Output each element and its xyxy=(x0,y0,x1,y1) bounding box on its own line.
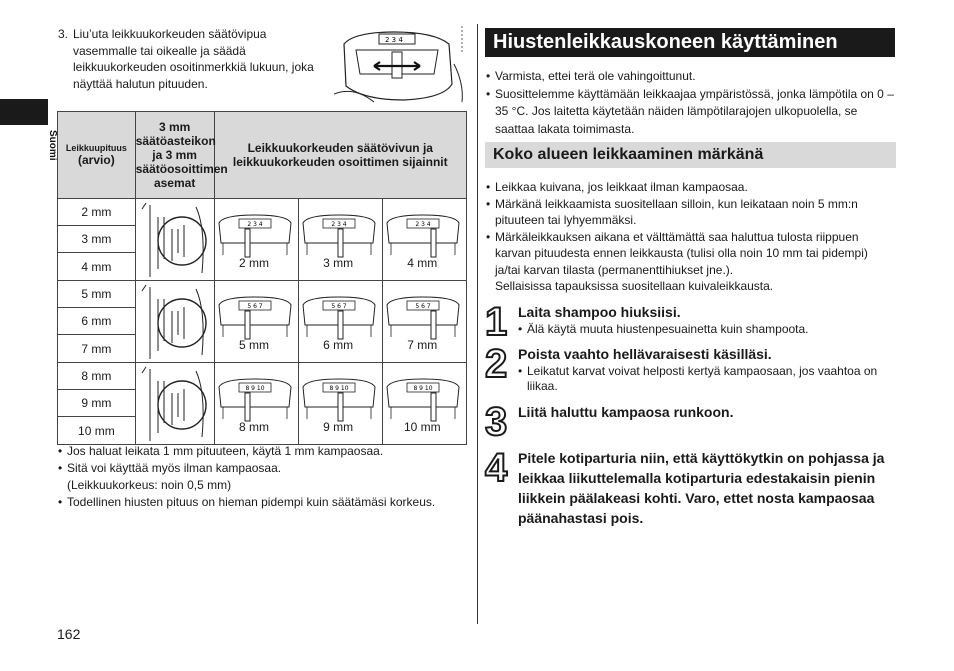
dial-label: 4 mm xyxy=(407,256,438,270)
lever-position-dial xyxy=(298,281,382,363)
attachment-illustration xyxy=(135,281,214,363)
lever-position-dial xyxy=(214,281,298,363)
svg-text:5 6 7: 5 6 7 xyxy=(415,303,431,310)
intro-bullet-2: • Suosittelemme käyttämään leikkaajaa ympäristössä, jonka lämpötila on 0 – 35 °C. Jos laitetta käytetään näiden lämpötilarajojen ulkopuolella, se saattaa lakata toimimasta. xyxy=(486,86,896,139)
step-4 xyxy=(485,448,897,528)
length-cell: 3 mm xyxy=(58,226,136,253)
step-1-note: • Älä käytä muuta hiustenpesuainetta kuin shampoota. xyxy=(518,322,897,337)
sub-bullet-2: • Märkänä leikkaamista suositellaan silloin, kun leikataan noin 5 mm:n pituuteen tai lyhyemmäksi. xyxy=(486,196,896,229)
step-2 xyxy=(485,344,897,394)
lever-position-dial xyxy=(298,199,382,281)
section-title: Hiustenleikkauskoneen käyttäminen xyxy=(485,28,895,57)
language-tab-label: Suomi xyxy=(47,130,58,161)
header-position: Leikkuukorkeuden säätövivun ja leikkuukorkeuden osoittimen sijainnit xyxy=(214,112,466,199)
header-length xyxy=(58,112,136,199)
step-1-number: 1 xyxy=(485,300,508,344)
step-3 xyxy=(485,400,897,444)
dial-label: 10 mm xyxy=(403,420,441,434)
header-length-sub: (arvio) xyxy=(78,153,115,167)
note-no-comb: • Sitä voi käyttää myös ilman kampaosaa. xyxy=(58,460,468,477)
length-cell: 9 mm xyxy=(58,390,136,417)
lever-illustration xyxy=(334,24,467,104)
length-cell: 4 mm xyxy=(58,253,136,281)
header-length-label: Leikkuupituus xyxy=(65,143,127,153)
dial-label: 3 mm xyxy=(323,256,354,270)
dial-label: 7 mm xyxy=(407,338,438,352)
step-4-number: 4 xyxy=(485,446,508,490)
svg-text:5 6 7: 5 6 7 xyxy=(246,303,263,310)
note-actual-length: • Todellinen hiusten pituus on hieman pidempi kuin säätämäsi korkeus. xyxy=(58,494,468,511)
dial-label: 8 mm xyxy=(239,420,270,434)
sub-bullet-3: • Märkäleikkauksen aikana et välttämättä saa haluttua tulosta riippuen karvan pituudesta ennen leikkausta (tulisi olla noin 10 mm tai pidempi) ja/tai karvan tilasta (permanenttihiukset jne.). xyxy=(486,229,896,279)
step-4-heading: Pitele kotiparturia niin, että käyttökytkin on pohjassa ja leikkaa liikuttelemalla kotiparturia edestakaisin pienin liikkein päälakeasi kohti. Varo, ettet nosta kampaosaa päänahastasi pois. xyxy=(518,450,885,526)
length-cell: 6 mm xyxy=(58,308,136,335)
step-2-heading: Poista vaahto hellävaraisesti käsilläsi. xyxy=(518,346,772,362)
step-2-number: 2 xyxy=(485,342,508,386)
step-3-heading: Liitä haluttu kampaosa runkoon. xyxy=(518,404,734,420)
svg-text:5 6 7: 5 6 7 xyxy=(331,303,347,310)
step3-instruction xyxy=(58,26,333,92)
intro-bullet-1: • Varmista, ettei terä ole vahingoittunut. xyxy=(486,68,896,86)
subsection-title: Koko alueen leikkaaminen märkänä xyxy=(485,142,896,168)
svg-text:8 9 10: 8 9 10 xyxy=(413,385,433,392)
sub-bullet-3-cont: Sellaisissa tapauksissa suositellaan kuivaleikkausta. xyxy=(495,279,774,293)
svg-text:2 3 4: 2 3 4 xyxy=(385,36,403,44)
lever-position-dial xyxy=(298,363,382,445)
step-1 xyxy=(485,300,897,344)
length-cell: 5 mm xyxy=(58,281,136,308)
step3-number: 3. xyxy=(58,27,69,41)
dial-label: 2 mm xyxy=(239,256,270,270)
svg-text:2 3 4: 2 3 4 xyxy=(246,221,263,228)
note-cut-height: (Leikkuukorkeus: noin 0,5 mm) xyxy=(67,478,232,492)
step-3-number: 3 xyxy=(485,400,508,444)
step-1-heading: Laita shampoo hiuksiisi. xyxy=(518,304,681,320)
lever-position-dial xyxy=(382,363,466,445)
subsection-bullets xyxy=(486,179,896,295)
column-divider xyxy=(477,24,478,624)
attachment-illustration xyxy=(135,363,214,445)
length-table xyxy=(57,111,467,445)
lever-position-dial xyxy=(214,363,298,445)
attachment-illustration xyxy=(135,199,214,281)
language-tab-marker xyxy=(0,99,48,125)
length-cell: 7 mm xyxy=(58,335,136,363)
step-2-note: • Leikatut karvat voivat helposti kertyä kampaosaan, jos vaahtoa on liikaa. xyxy=(518,364,897,394)
lever-position-dial xyxy=(382,281,466,363)
note-1mm: • Jos haluat leikata 1 mm pituuteen, käytä 1 mm kampaosaa. xyxy=(58,443,468,460)
dial-label: 9 mm xyxy=(323,420,354,434)
header-attachment: 3 mm säätöasteikon ja 3 mm säätöosoittimen asemat xyxy=(135,112,214,199)
dial-label: 6 mm xyxy=(323,338,354,352)
svg-text:2 3 4: 2 3 4 xyxy=(331,221,347,228)
svg-text:2 3 4: 2 3 4 xyxy=(415,221,431,228)
sub-bullet-1: • Leikkaa kuivana, jos leikkaat ilman kampaosaa. xyxy=(486,179,896,196)
dial-label: 5 mm xyxy=(239,338,270,352)
step3-text: Liu’uta leikkuukorkeuden säätövipua vasemmalle tai oikealle ja säädä leikkuukorkeuden osoitinmerkkiä lukuun, joka näyttää halutun pituuden. xyxy=(73,27,314,91)
lever-position-dial xyxy=(214,199,298,281)
length-cell: 2 mm xyxy=(58,199,136,226)
intro-bullets xyxy=(486,68,896,138)
svg-text:8 9 10: 8 9 10 xyxy=(245,385,265,392)
lever-position-dial xyxy=(382,199,466,281)
left-notes xyxy=(58,443,468,511)
svg-text:8 9 10: 8 9 10 xyxy=(329,385,349,392)
length-cell: 10 mm xyxy=(58,417,136,445)
length-cell: 8 mm xyxy=(58,363,136,390)
page-number: 162 xyxy=(57,626,81,642)
